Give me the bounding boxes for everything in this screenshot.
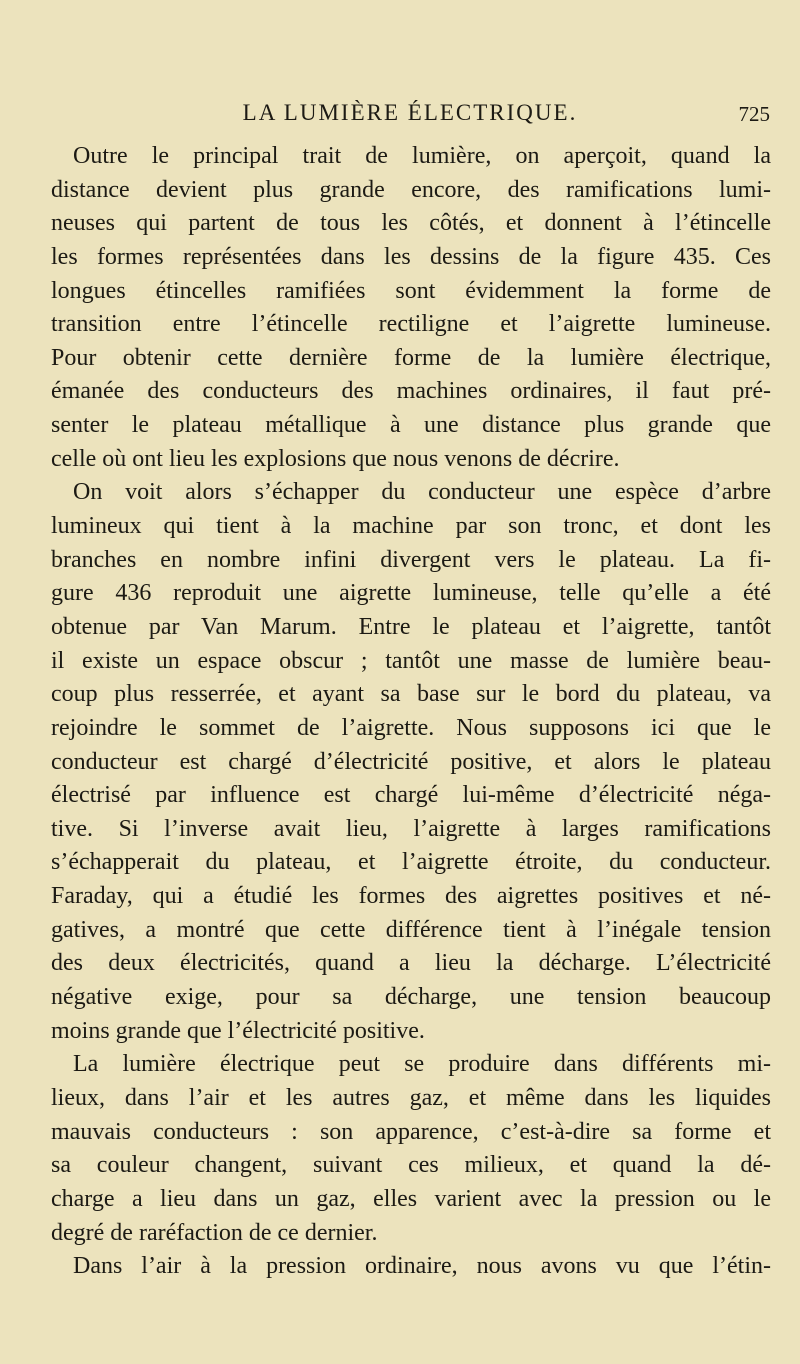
text-line: lumineux qui tient à la machine par son tronc, et dont les (51, 513, 771, 540)
text-line: transition entre l’étincelle rectiligne et l’aigrette lumineuse. (51, 311, 771, 338)
text-line: Pour obtenir cette dernière forme de la lumière électrique, (51, 344, 771, 371)
text-line: s’échapperait du plateau, et l’aigrette étroite, du conducteur. (51, 849, 771, 876)
text-line: les formes représentées dans les dessins de la figure 435. Ces (51, 243, 771, 270)
text-line: celle où ont lieu les explosions que nous venons de décrire. (51, 445, 620, 472)
text-line: rejoindre le sommet de l’aigrette. Nous supposons ici que le (51, 714, 771, 741)
text-line: distance devient plus grande encore, des ramifications lumi- (51, 176, 771, 203)
running-title: LA LUMIÈRE ÉLECTRIQUE. (242, 100, 578, 125)
text-line: sa couleur changent, suivant ces milieux, et quand la dé- (51, 1152, 771, 1179)
text-line: gure 436 reproduit une aigrette lumineuse, telle qu’elle a été (51, 580, 771, 607)
text-line: électrisé par influence est chargé lui-même d’électricité néga- (51, 782, 771, 809)
body-text (51, 140, 771, 1284)
page-number: 725 (738, 102, 770, 126)
text-line: Dans l’air à la pression ordinaire, nous avons vu que l’étin- (73, 1253, 771, 1280)
text-line: Faraday, qui a étudié les formes des aigrettes positives et né- (51, 883, 771, 910)
text-line: lieux, dans l’air et les autres gaz, et même dans les liquides (51, 1084, 771, 1111)
running-head (50, 100, 770, 134)
text-line: neuses qui partent de tous les côtés, et donnent à l’étincelle (51, 210, 771, 237)
text-line: conducteur est chargé d’électricité positive, et alors le plateau (51, 748, 771, 775)
text-line: des deux électricités, quand a lieu la décharge. L’électricité (51, 950, 771, 977)
text-line: charge a lieu dans un gaz, elles varient avec la pression ou le (51, 1185, 771, 1212)
text-line: gatives, a montré que cette différence tient à l’inégale tension (51, 916, 771, 943)
text-line: il existe un espace obscur ; tantôt une masse de lumière beau- (51, 647, 771, 674)
text-line: moins grande que l’électricité positive. (51, 1017, 425, 1044)
text-line: branches en nombre infini divergent vers le plateau. La fi- (51, 546, 771, 573)
text-line: négative exige, pour sa décharge, une tension beaucoup (51, 984, 771, 1011)
text-line: tive. Si l’inverse avait lieu, l’aigrette à larges ramifications (51, 815, 771, 842)
text-line: coup plus resserrée, et ayant sa base sur le bord du plateau, va (51, 681, 771, 708)
text-line: senter le plateau métallique à une distance plus grande que (51, 412, 771, 439)
text-line: mauvais conducteurs : son apparence, c’est-à-dire sa forme et (51, 1118, 771, 1145)
text-line: degré de raréfaction de ce dernier. (51, 1219, 378, 1246)
text-line: obtenue par Van Marum. Entre le plateau et l’aigrette, tantôt (51, 613, 771, 640)
text-line: La lumière électrique peut se produire dans différents mi- (73, 1051, 771, 1078)
text-line: On voit alors s’échapper du conducteur une espèce d’arbre (73, 479, 771, 506)
text-line: Outre le principal trait de lumière, on aperçoit, quand la (73, 143, 771, 169)
text-line: longues étincelles ramifiées sont évidemment la forme de (51, 277, 771, 304)
text-line: émanée des conducteurs des machines ordinaires, il faut pré- (51, 378, 771, 405)
